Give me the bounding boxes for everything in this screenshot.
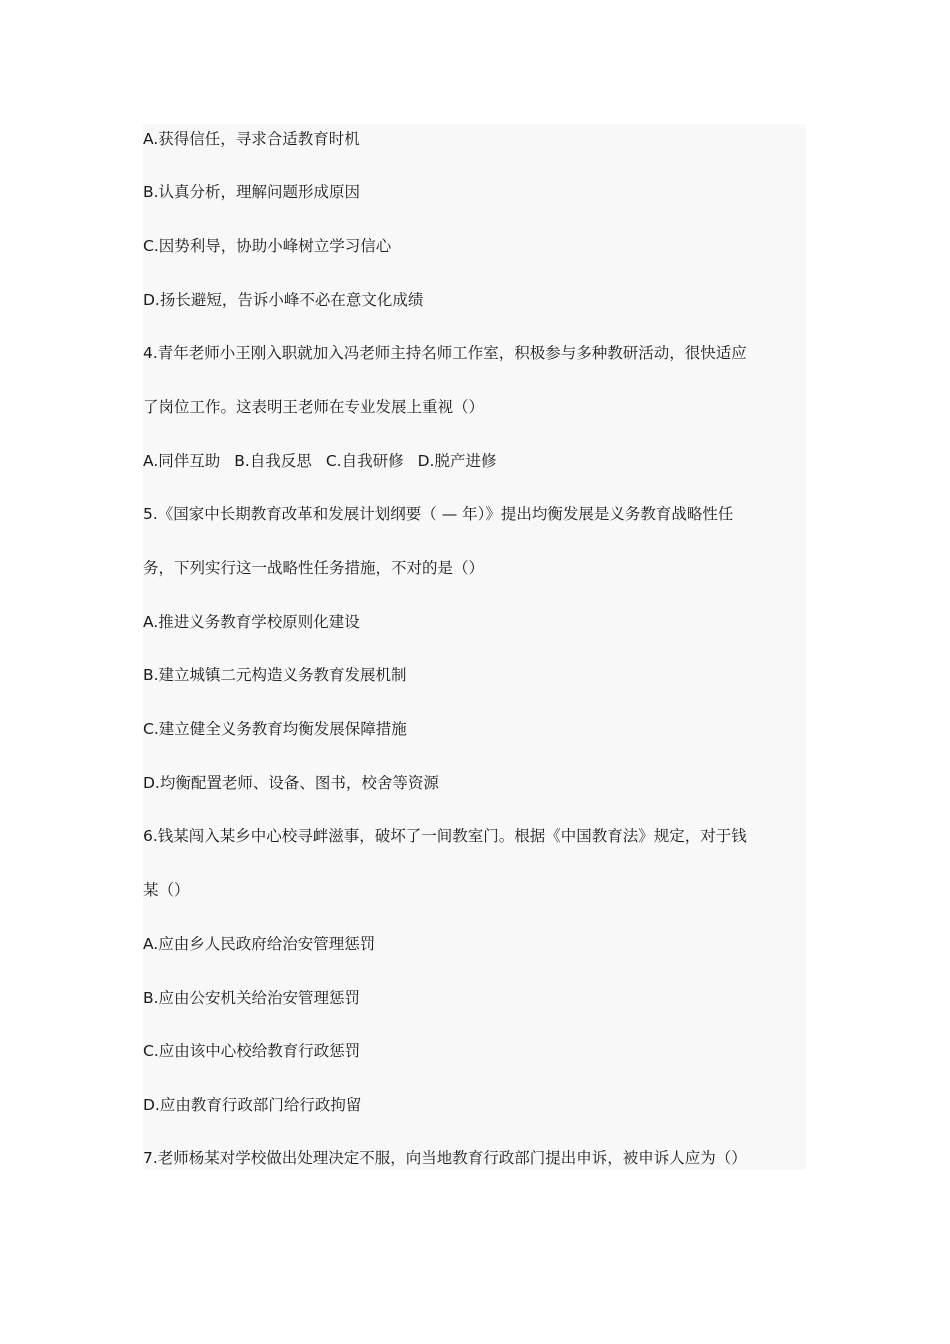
option-6c: C.应由该中心校给教育行政惩罚 — [143, 1042, 361, 1060]
question-5-line-2: 务，下列实行这一战略性任务措施，不对的是（） — [143, 559, 485, 577]
question-6-line-2: 某（） — [143, 881, 190, 899]
question-4-line-1: 4.青年老师小王刚入职就加入冯老师主持名师工作室，积极参与多种教研活动，很快适应 — [143, 344, 747, 362]
question-4-options — [143, 448, 496, 474]
question-5-line-1: 5.《国家中长期教育改革和发展计划纲要（ — 年）》提出均衡发展是义务教育战略性任 — [143, 505, 734, 523]
option-3b: B.认真分析，理解问题形成原因 — [143, 183, 361, 201]
option-4d: D.脱产进修 — [417, 452, 497, 470]
option-6d: D.应由教育行政部门给行政拘留 — [143, 1096, 362, 1114]
option-3c: C.因势利导，协助小峰树立学习信心 — [143, 237, 392, 255]
document-page-content — [143, 124, 806, 1170]
option-3a: A.获得信任，寻求合适教育时机 — [143, 130, 360, 148]
option-4b: B.自我反思 — [234, 452, 312, 470]
option-5b: B.建立城镇二元构造义务教育发展机制 — [143, 666, 407, 684]
option-6a: A.应由乡人民政府给治安管理惩罚 — [143, 935, 376, 953]
option-5a: A.推进义务教育学校原则化建设 — [143, 613, 360, 631]
option-5c: C.建立健全义务教育均衡发展保障措施 — [143, 720, 407, 738]
option-3d: D.扬长避短，告诉小峰不必在意文化成绩 — [143, 291, 424, 309]
option-6b: B.应由公安机关给治安管理惩罚 — [143, 989, 361, 1007]
question-6-line-1: 6.钱某闯入某乡中心校寻衅滋事，破坏了一间教室门。根据《中国教育法》规定，对于钱 — [143, 827, 747, 845]
option-5d: D.均衡配置老师、设备、图书，校舍等资源 — [143, 774, 439, 792]
question-4-line-2: 了岗位工作。这表明王老师在专业发展上重视（） — [143, 398, 485, 416]
question-7-line-1: 7.老师杨某对学校做出处理决定不服，向当地教育行政部门提出申诉，被申诉人应为（） — [143, 1149, 747, 1167]
option-4c: C.自我研修 — [325, 452, 404, 470]
option-4a: A.同伴互助 — [143, 452, 221, 470]
